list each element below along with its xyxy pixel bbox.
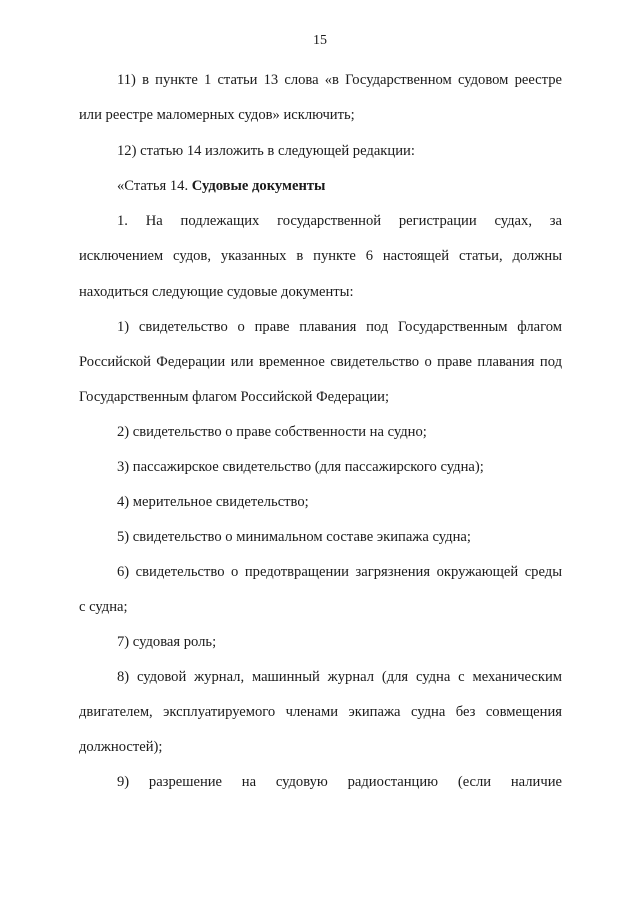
page-number: 15 (313, 33, 327, 48)
text-line: 2) свидетельство о праве собственности на судно; (117, 424, 427, 440)
text-line: 11) в пункте 1 статьи 13 слова «в Государственном судовом реестре (117, 72, 562, 88)
article-title: Судовые документы (191, 178, 326, 194)
text-line: с судна; (79, 599, 128, 615)
text-line: Государственным флагом Российской Федерации; (79, 389, 390, 405)
text-line: 1) свидетельство о праве плавания под Государственным флагом (117, 319, 562, 335)
text-line: 4) мерительное свидетельство; (117, 494, 309, 510)
text-line: Российской Федерации или временное свидетельство о праве плавания под (79, 354, 562, 370)
text-line: двигателем, эксплуатируемого членами экипажа судна без совмещения (79, 704, 562, 720)
text-line: исключением судов, указанных в пункте 6 настоящей статьи, должны (79, 248, 562, 264)
text-line: 7) судовая роль; (117, 634, 217, 650)
text-line: 9) разрешение на судовую радиостанцию (если наличие (117, 774, 562, 790)
text-line: или реестре маломерных судов» исключить; (79, 107, 355, 123)
text-line: 6) свидетельство о предотвращении загрязнения окружающей среды (117, 564, 562, 580)
text-line: 1. На подлежащих государственной регистрации судах, за (117, 213, 562, 229)
text-line: должностей); (79, 739, 163, 755)
text-line: 5) свидетельство о минимальном составе экипажа судна; (117, 529, 471, 545)
text-line: 12) статью 14 изложить в следующей редакции: (117, 143, 415, 159)
text-line: 3) пассажирское свидетельство (для пассажирского судна); (117, 459, 484, 475)
article-number: «Статья 14. (117, 178, 192, 194)
text-line: находиться следующие судовые документы: (79, 284, 354, 300)
text-line: 8) судовой журнал, машинный журнал (для судна с механическим (117, 669, 562, 685)
article-heading (117, 177, 562, 195)
